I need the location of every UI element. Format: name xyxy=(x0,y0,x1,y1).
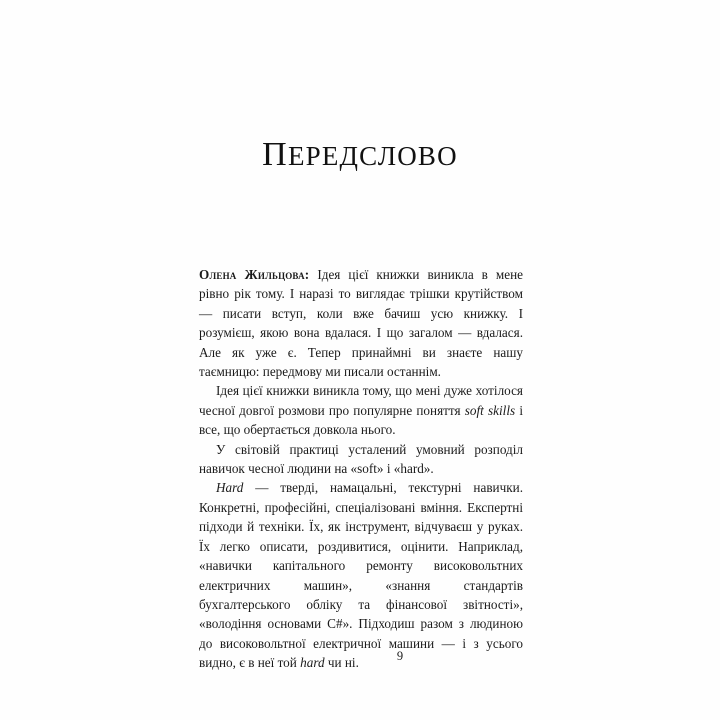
paragraph-3 xyxy=(199,440,523,479)
page-title xyxy=(0,136,720,174)
paragraph-4 xyxy=(199,478,523,672)
paragraph-4-italic-tail: hard xyxy=(300,655,325,671)
paragraph-2-text: Ідея цієї книжки виникла тому, що мені дуже хотілося чесної довгої розмови про популярне поняття xyxy=(199,383,523,418)
body-text xyxy=(199,265,523,673)
paragraph-2 xyxy=(199,381,523,439)
paragraph-4-italic-lead: Hard xyxy=(216,480,244,496)
page-number xyxy=(0,649,720,664)
page-title-rest: ЕРЕДСЛОВО xyxy=(287,141,458,172)
page-title-cap: П xyxy=(262,136,288,174)
speaker-name: Олена Жильцова: xyxy=(199,267,310,282)
paragraph-2-italic: soft skills xyxy=(464,402,516,418)
page-number-value: 9 xyxy=(396,649,404,663)
paragraph-1 xyxy=(199,265,523,381)
paragraph-4-text: — тверді, намацальні, текстурні навички. Конкретні, професійні, спеціалізовані вміння. Експертні підходи й техніки. Їх, як інструмент, відчуваєш у руках. Їх легко описати, роздивитися, оцінити. Наприклад, «навички капітального ремонту високовольтних електричних машин», «знання стандартів бухгалтерського обліку та фінансової звітності», «володіння основами C#». Підходиш разом з людиною до високовольтної електричної машини — і з усього видно, є в неї той xyxy=(199,480,523,671)
paragraph-4-text-after: чи ні. xyxy=(324,655,359,671)
paragraph-1-text: Ідея цієї книжки виникла в мене рівно рік тому. І наразі то виглядає трішки крутійством — писати вступ, коли вже бачиш усю книжку. І розумієш, якою вона вдалася. І що загалом — вдалася. Але як уже є. Тепер принаймні ви знаєте нашу таємницю: передмову ми писали останнім. xyxy=(199,267,523,380)
paragraph-2-text-after: і все, що обертається довкола нього. xyxy=(199,402,523,438)
paragraph-3-text: У світовій практиці усталений умовний розподіл навичок чесної людини на «soft» і «hard». xyxy=(199,441,523,477)
